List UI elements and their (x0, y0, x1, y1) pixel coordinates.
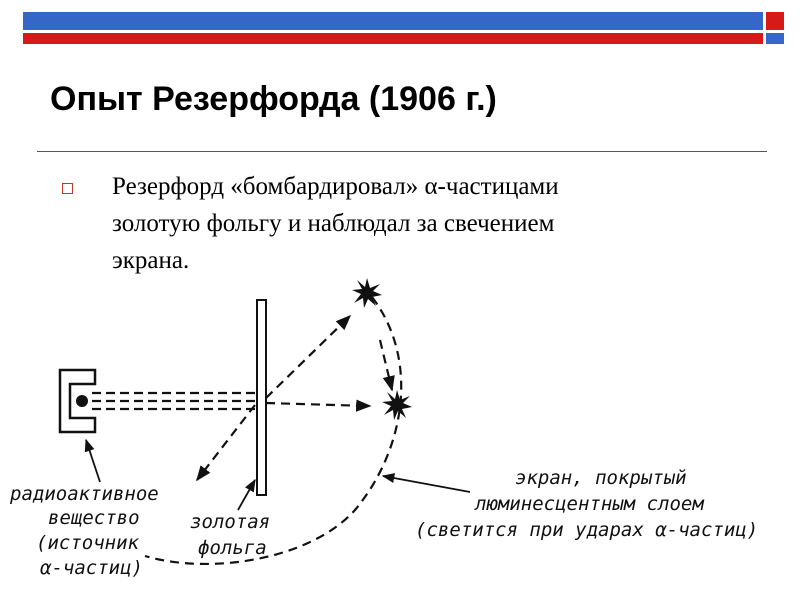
straight-path (266, 403, 370, 406)
luminescent-screen (145, 297, 401, 564)
backscatter-path (197, 405, 255, 480)
body-line: экрана. (112, 247, 190, 274)
source-label-line: радиоактивное (10, 483, 159, 505)
source-label-line: α-частиц) (40, 557, 143, 579)
source-pointer-arrow (86, 440, 100, 482)
source-label-line: вещество (48, 507, 140, 529)
screen-label-line: люминесцентным слоем (475, 493, 704, 515)
screen-pointer-arrow (383, 476, 470, 492)
foil-label-line: золотая (190, 511, 271, 533)
scintillation-flash-icon (382, 390, 412, 420)
screen-label-line: (светится при ударах α-частиц) (415, 519, 759, 541)
gold-foil (257, 300, 266, 495)
alpha-beam (92, 393, 255, 409)
deflected-path-up (266, 316, 350, 398)
foil-pointer-arrow (238, 480, 255, 510)
source-label-line: (источник (36, 532, 139, 554)
foil-label-line: фольга (198, 537, 267, 559)
slide-title: Опыт Резерфорда (1906 г.) (50, 80, 497, 118)
screen-arrow-marker (380, 340, 392, 390)
radioactive-source (60, 370, 95, 432)
screen-label-line: экран, покрытый (515, 467, 687, 489)
body-line: Резерфорд «бомбардировал» α-частицами (112, 173, 559, 200)
body-line: золотую фольгу и наблюдал за свечением (112, 210, 555, 237)
